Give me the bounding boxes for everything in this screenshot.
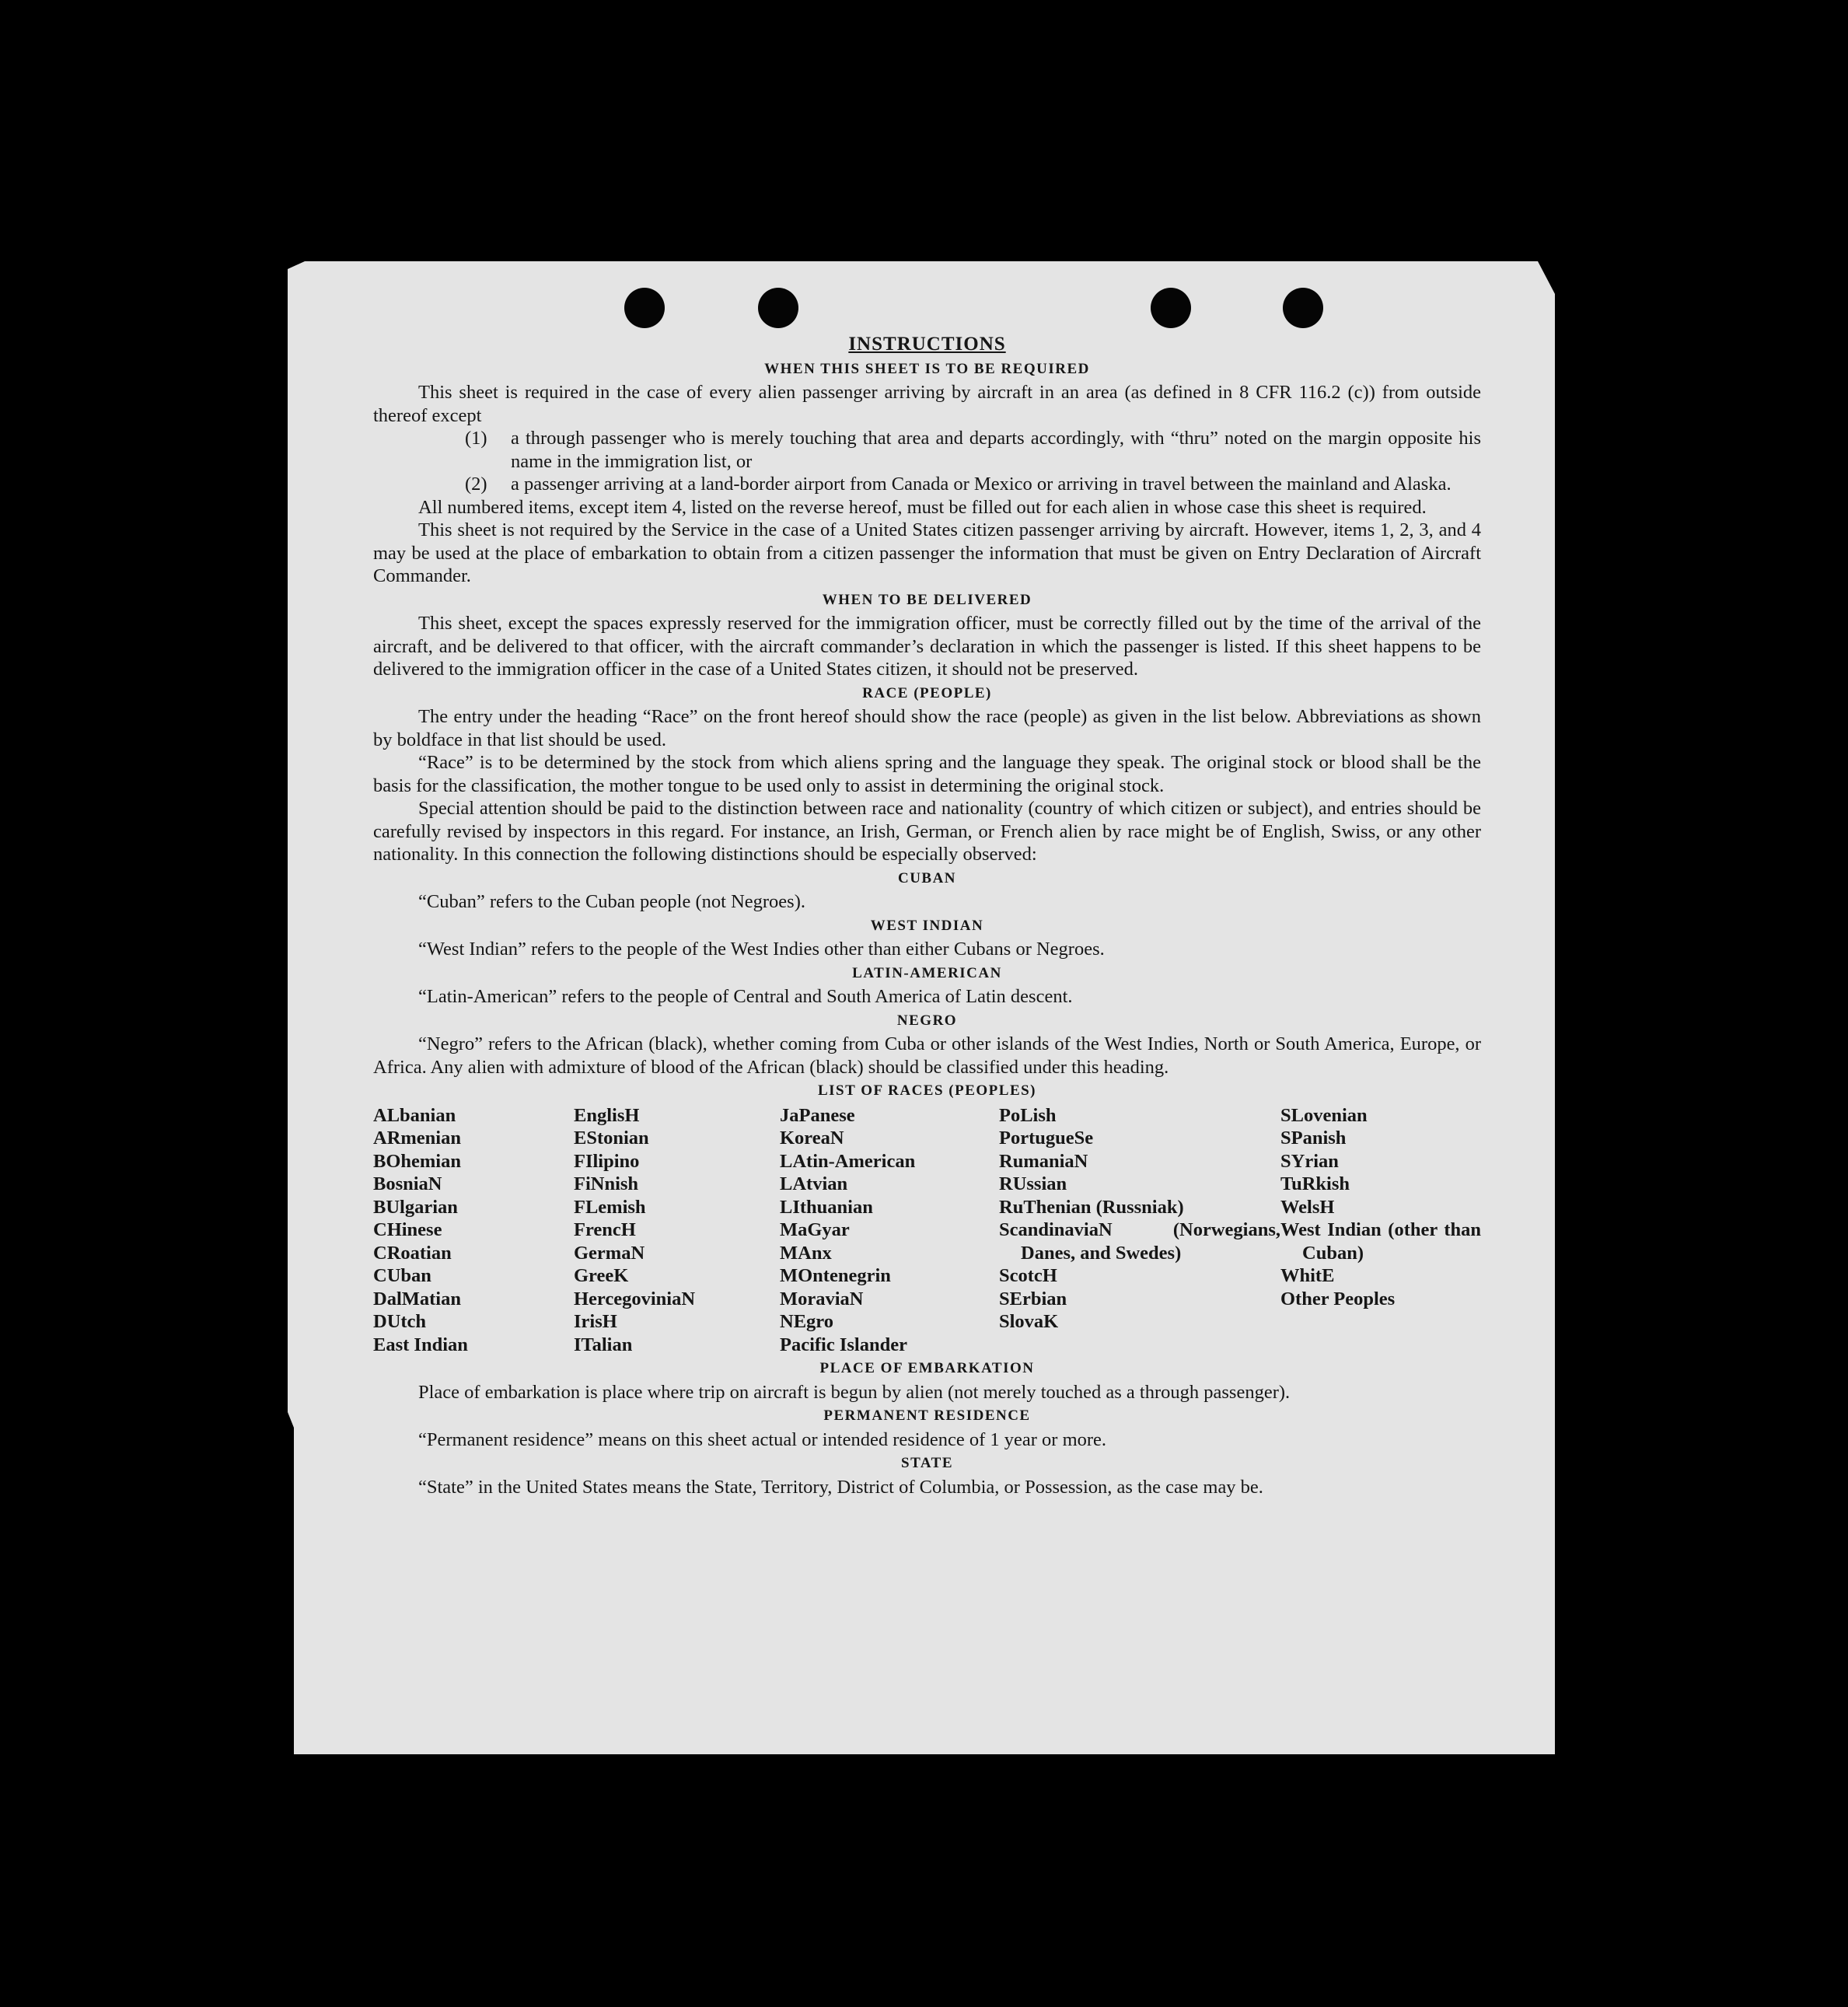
races-list <box>373 1104 1481 1357</box>
races-column <box>574 1104 780 1357</box>
race-entry: NEgro <box>780 1311 833 1332</box>
race-entry: FrencH <box>574 1219 636 1240</box>
race-entry: BOhemian <box>373 1150 461 1172</box>
race-entry: FiNnish <box>574 1173 639 1194</box>
paragraph: The entry under the heading “Race” on the front hereof should show the race (people) as given in the list below. Abbreviations as shown by boldface in that list should be used. <box>373 706 1481 750</box>
race-entry: MOntenegrin <box>780 1265 891 1286</box>
paragraph: This sheet is required in the case of every alien passenger arriving by aircraft in an area (as defined in 8 CFR 116.2 (c)) from outside thereof except <box>373 382 1481 426</box>
section-heading: WHEN TO BE DELIVERED <box>822 591 1032 608</box>
race-entry: RumaniaN <box>999 1150 1088 1172</box>
section-heading: WEST INDIAN <box>870 917 984 934</box>
race-entry: MaGyar <box>780 1219 850 1240</box>
race-entry: LAtvian <box>780 1173 848 1194</box>
race-entry: ITalian <box>574 1334 633 1355</box>
paragraph: All numbered items, except item 4, listed on the reverse hereof, must be filled out for each alien in whose case this sheet is required. <box>418 496 1427 518</box>
race-entry: SLovenian <box>1280 1104 1368 1126</box>
race-entry: MoraviaN <box>780 1288 864 1309</box>
race-entry: BUlgarian <box>373 1196 458 1218</box>
race-entry: ALbanian <box>373 1104 456 1126</box>
race-entry: EnglisH <box>574 1104 640 1126</box>
race-entry: TuRkish <box>1280 1173 1350 1194</box>
punch-hole <box>1283 288 1323 328</box>
race-entry: SErbian <box>999 1288 1067 1309</box>
section-heading: PERMANENT RESIDENCE <box>823 1407 1031 1424</box>
race-entry: ScandinaviaN (Norwegians, Danes, and Swedes) <box>999 1219 1280 1264</box>
section-heading: LIST OF RACES (PEOPLES) <box>817 1082 1037 1099</box>
item-number: (2) <box>465 474 487 495</box>
instructions-text <box>373 328 1481 1498</box>
race-entry: SPanish <box>1280 1128 1347 1149</box>
paragraph: “Negro” refers to the African (black), whether coming from Cuba or other islands of the West Indies, North or South America, Europe, or Africa. Any alien with admixture of blood of the African (black) should be classified under this heading. <box>373 1033 1481 1078</box>
race-entry: West Indian (other than Cuban) <box>1280 1219 1481 1264</box>
paragraph: “Latin-American” refers to the people of Central and South America of Latin descent. <box>418 986 1073 1007</box>
race-entry: ARmenian <box>373 1128 461 1149</box>
race-entry: DalMatian <box>373 1288 461 1309</box>
race-entry: RuThenian (Russniak) <box>999 1196 1184 1218</box>
race-entry: MAnx <box>780 1242 832 1264</box>
race-entry: LIthuanian <box>780 1196 873 1218</box>
races-column <box>1280 1104 1481 1357</box>
race-entry: GreeK <box>574 1265 629 1286</box>
list-item <box>373 427 1481 473</box>
item-number: (1) <box>465 428 487 449</box>
punch-hole <box>758 288 798 328</box>
section-heading: NEGRO <box>896 1012 958 1029</box>
item-text: a through passenger who is merely touching that area and departs accordingly, with “thru” noted on the margin opposite his name in the immigration list, or <box>511 428 1481 472</box>
races-column <box>999 1104 1280 1357</box>
punch-hole <box>624 288 665 328</box>
section-heading: CUBAN <box>897 869 957 886</box>
section-heading: WHEN THIS SHEET IS TO BE REQUIRED <box>764 360 1090 377</box>
race-entry: DUtch <box>373 1311 427 1332</box>
race-entry: FLemish <box>574 1196 646 1218</box>
race-entry: RUssian <box>999 1173 1067 1194</box>
race-entry: SlovaK <box>999 1311 1059 1332</box>
paragraph: “Cuban” refers to the Cuban people (not Negroes). <box>418 891 805 912</box>
race-entry: GermaN <box>574 1242 645 1264</box>
race-entry: CUban <box>373 1265 431 1286</box>
section-heading: RACE (PEOPLE) <box>862 684 992 701</box>
race-entry: HercegoviniaN <box>574 1288 696 1309</box>
list-item <box>373 473 1481 496</box>
item-text: a passenger arriving at a land-border airport from Canada or Mexico or arriving in travel between the mainland and Alaska. <box>511 474 1452 495</box>
paragraph: Place of embarkation is place where trip on aircraft is begun by alien (not merely touched as a through passenger). <box>418 1381 1291 1403</box>
race-entry: CRoatian <box>373 1242 452 1264</box>
races-column <box>780 1104 999 1357</box>
section-heading: STATE <box>901 1455 953 1471</box>
race-entry: BosniaN <box>373 1173 442 1194</box>
section-heading: LATIN-AMERICAN <box>852 964 1002 981</box>
race-entry: JaPanese <box>780 1104 855 1126</box>
paragraph: This sheet, except the spaces expressly reserved for the immigration officer, must be correctly filled out by the time of the arrival of the aircraft, and be delivered to that officer, with the aircraft commander’s declaration in which the passenger is listed. If this sheet happens to be delivered to the immigration officer in the case of a United States citizen, it should not be preserved. <box>373 613 1481 680</box>
paragraph: Special attention should be paid to the distinction between race and nationality (country of which citizen or subject), and entries should be carefully revised by inspectors in this regard. For instance, an Irish, German, or French alien by race might be of English, Swiss, or any other nationality. In this connection the following distinctions should be especially observed: <box>373 798 1481 865</box>
race-entry: IrisH <box>574 1311 617 1332</box>
punch-hole <box>1151 288 1191 328</box>
race-entry: WhitE <box>1280 1265 1335 1286</box>
paragraph: “Permanent residence” means on this sheet actual or intended residence of 1 year or more. <box>418 1428 1107 1450</box>
race-entry: CHinese <box>373 1219 442 1240</box>
race-entry: EStonian <box>574 1128 649 1149</box>
paragraph: “State” in the United States means the State, Territory, District of Columbia, or Possession, as the case may be. <box>418 1476 1263 1498</box>
race-entry: LAtin-American <box>780 1150 916 1172</box>
page-title: INSTRUCTIONS <box>848 334 1006 355</box>
race-entry: PortugueSe <box>999 1128 1094 1149</box>
race-entry: ScotcH <box>999 1265 1057 1286</box>
paragraph: “Race” is to be determined by the stock from which aliens spring and the language they speak. The original stock or blood shall be the basis for the classification, the mother tongue to be used only to assist in determining the original stock. <box>373 752 1481 796</box>
race-entry: FIlipino <box>574 1150 640 1172</box>
race-entry: Other Peoples <box>1280 1288 1396 1309</box>
race-entry: PoLish <box>999 1104 1057 1126</box>
race-entry: East Indian <box>373 1334 468 1355</box>
paragraph: This sheet is not required by the Service in the case of a United States citizen passenger arriving by aircraft. However, items 1, 2, 3, and 4 may be used at the place of embarkation to obtain from a citizen passenger the information that must be given on Entry Declaration of Aircraft Commander. <box>373 519 1481 586</box>
race-entry: SYrian <box>1280 1150 1339 1172</box>
paragraph: “West Indian” refers to the people of the West Indies other than either Cubans or Negroes. <box>418 939 1105 960</box>
race-entry: WelsH <box>1280 1196 1335 1218</box>
race-entry: Pacific Islander <box>780 1334 907 1355</box>
races-column <box>373 1104 574 1357</box>
race-entry: KoreaN <box>780 1128 844 1149</box>
section-heading: PLACE OF EMBARKATION <box>819 1360 1035 1376</box>
